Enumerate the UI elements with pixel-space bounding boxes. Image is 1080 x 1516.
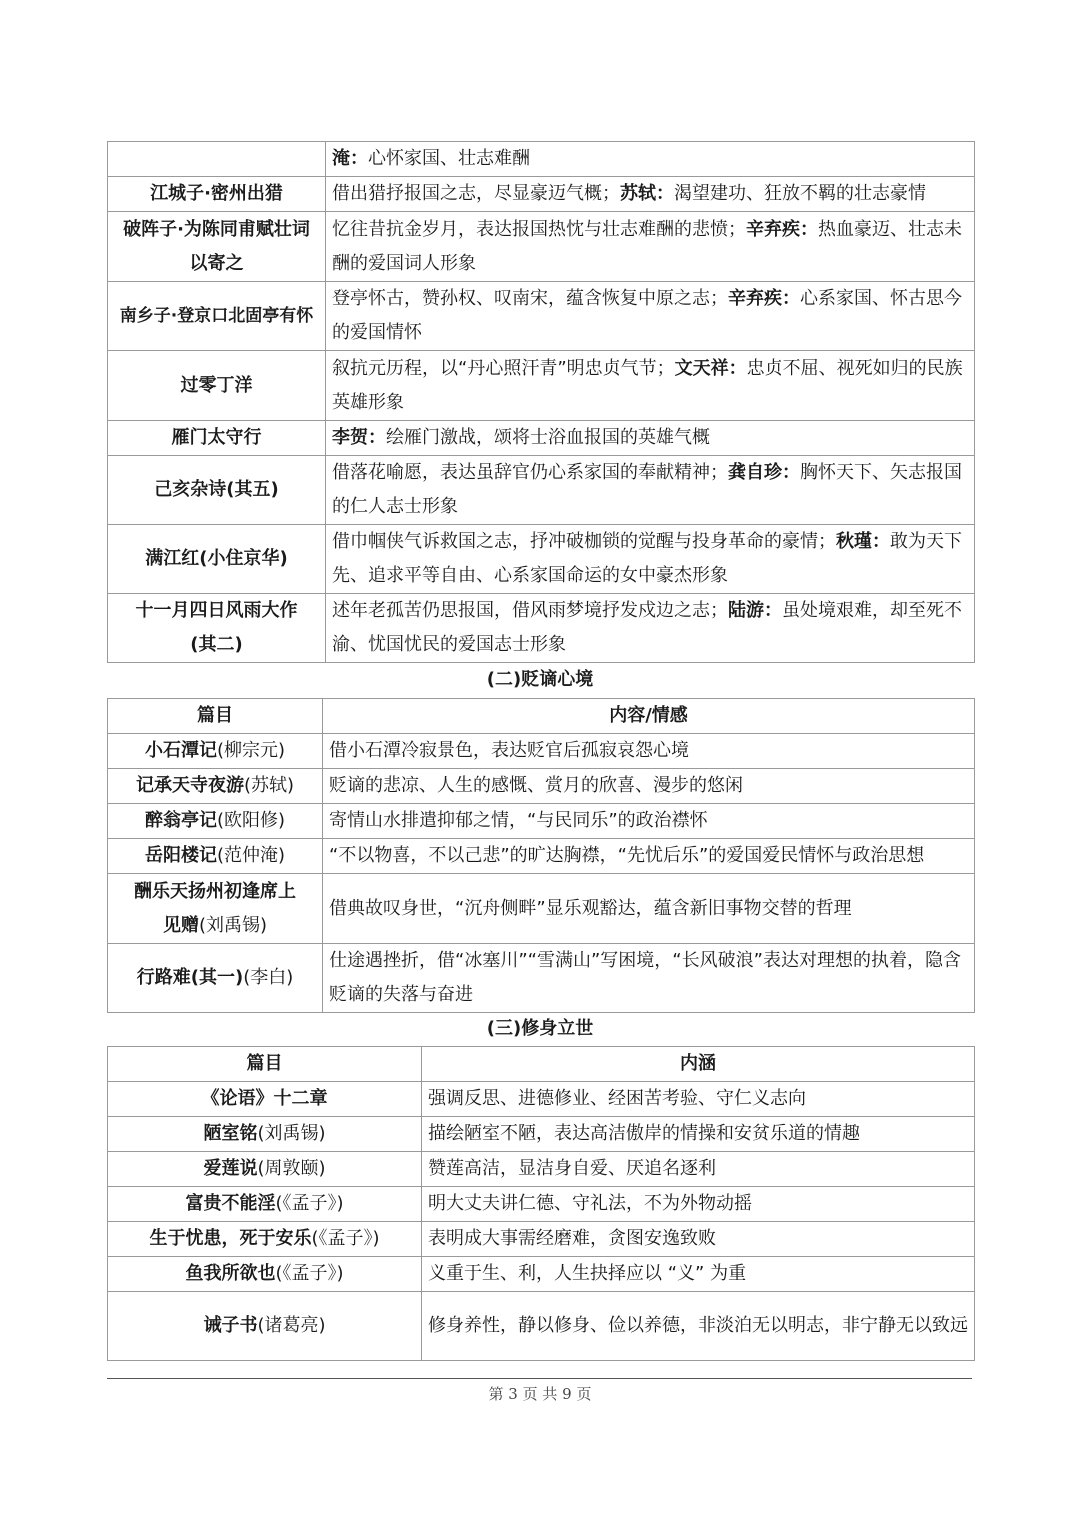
poem-title-cell: 雁门太守行 [108, 421, 326, 456]
column-header-content: 内涵 [422, 1047, 975, 1082]
poem-title-cell: 过零丁洋 [108, 351, 326, 421]
section-heading-self-cultivation: (三)修身立世 [486, 1018, 594, 1039]
poem-desc-cell: 借典故叹身世，“沉舟侧畔”显乐观豁达，蕴含新旧事物交替的哲理 [323, 874, 975, 944]
poem-desc-cell: 借出猎抒报国之志，尽显豪迈气概；苏轼：渴望建功、狂放不羁的壮志豪情 [326, 177, 975, 212]
column-header-content: 内容/情感 [323, 699, 975, 734]
table-row [108, 1082, 975, 1117]
poem-title-cell: 江城子·密州出猎 [108, 177, 326, 212]
poem-desc-cell: 修身养性，静以修身、俭以养德，非淡泊无以明志，非宁静无以致远 [422, 1292, 975, 1361]
table-row [108, 142, 975, 177]
poem-title-cell: 鱼我所欲也(《孟子》) [108, 1257, 422, 1292]
table-row [108, 734, 975, 769]
poem-title-cell: 《论语》十二章 [108, 1082, 422, 1117]
table-row [108, 839, 975, 874]
poem-desc-cell: 强调反思、进德修业、经困苦考验、守仁义志向 [422, 1082, 975, 1117]
table-row [108, 1222, 975, 1257]
table-row [108, 282, 975, 351]
table-row [108, 874, 975, 944]
table-row [108, 1292, 975, 1361]
poem-desc-cell: 登亭怀古，赞孙权、叹南宋，蕴含恢复中原之志；辛弃疾：心系家国、怀古思今的爱国情怀 [326, 282, 975, 351]
poem-title-cell: 醉翁亭记(欧阳修) [108, 804, 323, 839]
poem-title-cell: 小石潭记(柳宗元) [108, 734, 323, 769]
poem-desc-cell: 借小石潭冷寂景色，表达贬官后孤寂哀怨心境 [323, 734, 975, 769]
poem-title-cell: 十一月四日风雨大作(其二) [108, 594, 326, 663]
footer-divider [107, 1378, 972, 1379]
poem-title-cell: 岳阳楼记(范仲淹) [108, 839, 323, 874]
poem-desc-cell: 借落花喻愿，表达虽辞官仍心系家国的奉献精神；龚自珍：胸怀天下、矢志报国的仁人志士形象 [326, 456, 975, 525]
exile-mood-table [107, 698, 975, 1013]
poem-title-cell: 记承天寺夜游(苏轼) [108, 769, 323, 804]
table-header-row [108, 1047, 975, 1082]
page-number: 第 3 页 共 9 页 [488, 1385, 592, 1403]
poem-desc-cell: 义重于生、利，人生抉择应以 “义” 为重 [422, 1257, 975, 1292]
table-row [108, 594, 975, 663]
column-header-title: 篇目 [108, 699, 323, 734]
poem-desc-cell: 贬谪的悲凉、人生的感慨、赏月的欣喜、漫步的悠闲 [323, 769, 975, 804]
table-row [108, 212, 975, 282]
patriotic-poems-table [107, 141, 975, 663]
poem-desc-cell: 叙抗元历程，以“丹心照汗青”明忠贞气节；文天祥：忠贞不屈、视死如归的民族英雄形象 [326, 351, 975, 421]
poem-title-cell: 陋室铭(刘禹锡) [108, 1117, 422, 1152]
table-row [108, 177, 975, 212]
table-row [108, 421, 975, 456]
poem-title-cell: 诫子书(诸葛亮) [108, 1292, 422, 1361]
poem-title-cell: 满江红(小住京华) [108, 525, 326, 594]
table-row [108, 456, 975, 525]
table-row [108, 769, 975, 804]
table-row [108, 1187, 975, 1222]
poem-desc-cell: 表明成大事需经磨难，贪图安逸致败 [422, 1222, 975, 1257]
poem-desc-cell: “不以物喜，不以己悲”的旷达胸襟，“先忧后乐”的爱国爱民情怀与政治思想 [323, 839, 975, 874]
poem-title-cell: 己亥杂诗(其五) [108, 456, 326, 525]
table-row [108, 351, 975, 421]
poem-title-cell: 生于忧患，死于安乐(《孟子》) [108, 1222, 422, 1257]
poem-desc-cell: 寄情山水排遣抑郁之情，“与民同乐”的政治襟怀 [323, 804, 975, 839]
poem-desc-cell: 借巾帼侠气诉救国之志，抒冲破枷锁的觉醒与投身革命的豪情；秋瑾：敢为天下先、追求平等自由、心系家国命运的女中豪杰形象 [326, 525, 975, 594]
table-row [108, 804, 975, 839]
poem-title-cell: 爱莲说(周敦颐) [108, 1152, 422, 1187]
table-row [108, 525, 975, 594]
poem-desc-cell: 述年老孤苦仍思报国，借风雨梦境抒发戍边之志；陆游：虽处境艰难，却至死不渝、忧国忧民的爱国志士形象 [326, 594, 975, 663]
poem-desc-cell: 忆往昔抗金岁月，表达报国热忱与壮志难酬的悲愤；辛弃疾：热血豪迈、壮志未酬的爱国词人形象 [326, 212, 975, 282]
poem-desc-cell: 明大丈夫讲仁德、守礼法，不为外物动摇 [422, 1187, 975, 1222]
poem-desc-cell: 李贺：绘雁门激战，颂将士浴血报国的英雄气概 [326, 421, 975, 456]
poem-title-cell: 酬乐天扬州初逢席上见赠(刘禹锡) [108, 874, 323, 944]
poem-desc-cell: 描绘陋室不陋，表达高洁傲岸的情操和安贫乐道的情趣 [422, 1117, 975, 1152]
table-row [108, 1152, 975, 1187]
table-row [108, 944, 975, 1013]
self-cultivation-table [107, 1046, 975, 1361]
poem-title-cell [108, 142, 326, 177]
poem-desc-cell: 仕途遇挫折，借“冰塞川”“雪满山”写困境，“长风破浪”表达对理想的执着，隐含贬谪的失落与奋进 [323, 944, 975, 1013]
poem-title-cell: 富贵不能淫(《孟子》) [108, 1187, 422, 1222]
table-row [108, 1117, 975, 1152]
table-row [108, 1257, 975, 1292]
poem-title-cell: 南乡子·登京口北固亭有怀 [108, 282, 326, 351]
poem-title-cell: 行路难(其一)(李白) [108, 944, 323, 1013]
column-header-title: 篇目 [108, 1047, 422, 1082]
poem-desc-cell: 淹：心怀家国、壮志难酬 [326, 142, 975, 177]
table-header-row [108, 699, 975, 734]
poem-desc-cell: 赞莲高洁，显洁身自爱、厌追名逐利 [422, 1152, 975, 1187]
poem-title-cell: 破阵子·为陈同甫赋壮词以寄之 [108, 212, 326, 282]
section-heading-exile: (二)贬谪心境 [486, 669, 594, 690]
